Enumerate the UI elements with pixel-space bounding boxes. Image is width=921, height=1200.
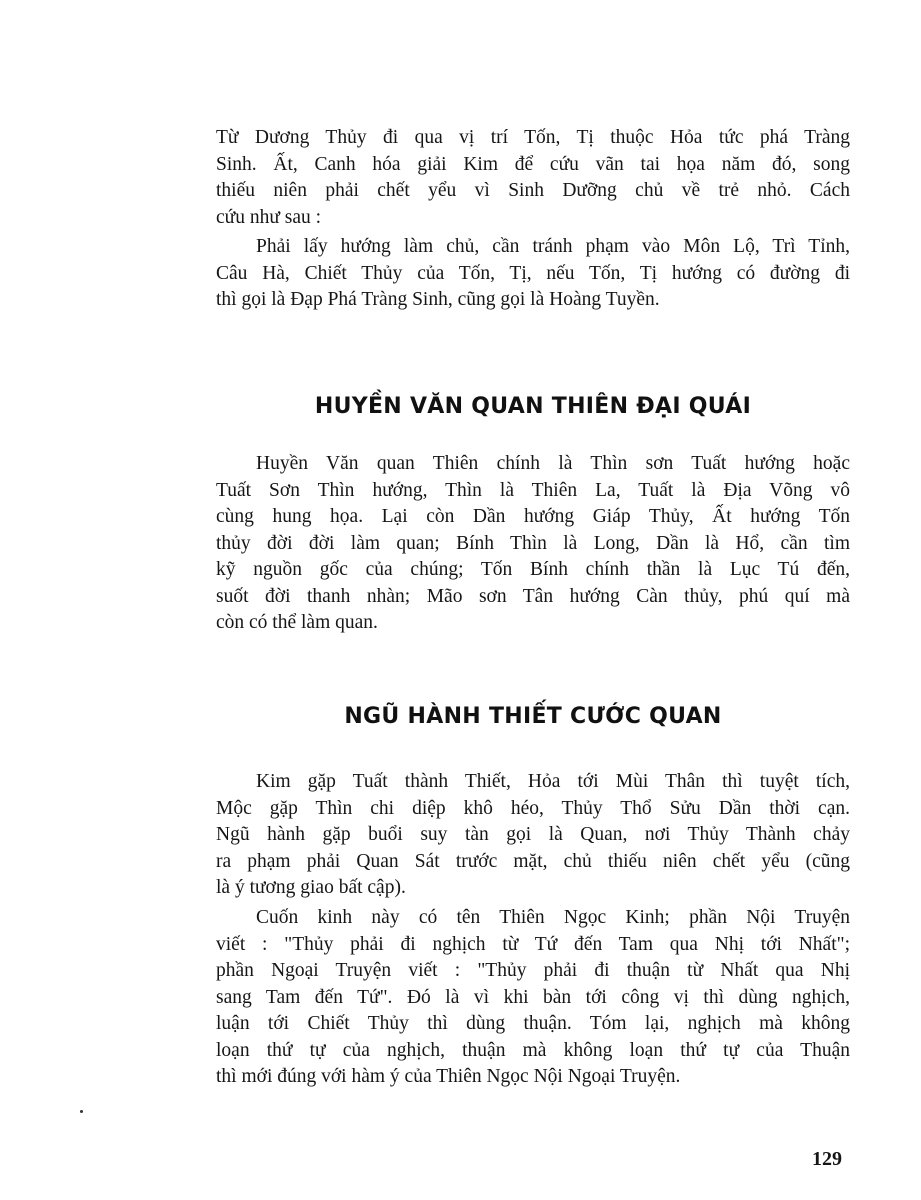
text-line: Ngũ hành gặp buổi suy tàn gọi là Quan, nơi Thủy Thành chảy <box>216 824 850 845</box>
paragraph-1 <box>216 125 850 231</box>
text-line: Từ Dương Thủy đi qua vị trí Tốn, Tị thuộc Hỏa tức phá Tràng <box>216 127 850 148</box>
text-line: Câu Hà, Chiết Thủy của Tốn, Tị, nếu Tốn, Tị hướng có đường đi <box>216 262 850 284</box>
text-line: Sinh. Ất, Canh hóa giải Kim để cứu vãn tai họa năm đó, song <box>216 153 850 175</box>
text-line: phần Ngoại Truyện viết : "Thủy phải đi thuận từ Nhất qua Nhị <box>216 960 850 981</box>
text-line: thủy đời đời làm quan; Bính Thìn là Long, Dần là Hổ, cần tìm <box>216 532 850 554</box>
paragraph-5 <box>216 905 850 1091</box>
text-line: Kim gặp Tuất thành Thiết, Hỏa tới Mùi Thân thì tuyệt tích, <box>256 771 850 792</box>
text-line: cứu như sau : <box>216 206 322 228</box>
paragraph-3 <box>216 451 850 637</box>
text-line: thì gọi là Đạp Phá Tràng Sinh, cũng gọi là Hoàng Tuyền. <box>216 289 660 310</box>
text-line: Huyền Văn quan Thiên chính là Thìn sơn Tuất hướng hoặc <box>256 453 850 474</box>
text-line: viết : "Thủy phải đi nghịch từ Tứ đến Tam qua Nhị tới Nhất"; <box>216 933 850 955</box>
text-line: sang Tam đến Tứ". Đó là vì khi bàn tới công vị thì dùng nghịch, <box>216 986 850 1008</box>
text-line: cùng hung họa. Lại còn Dần hướng Giáp Thủy, Ất hướng Tốn <box>216 506 850 527</box>
text-line: Cuốn kinh này có tên Thiên Ngọc Kinh; phần Nội Truyện <box>256 907 850 928</box>
scan-speck <box>80 1110 83 1113</box>
section-heading-huyen-van: HUYỀN VĂN QUAN THIÊN ĐẠI QUÁI <box>314 394 752 419</box>
page-number: 129 <box>812 1148 842 1170</box>
text-line: thiếu niên phải chết yểu vì Sinh Dưỡng chủ về trẻ nhỏ. Cách <box>216 180 850 201</box>
text-line: loạn thứ tự của nghịch, thuận mà không loạn thứ tự của Thuận <box>216 1039 850 1061</box>
text-line: còn có thể làm quan. <box>216 612 378 633</box>
text-line: thì mới đúng với hàm ý của Thiên Ngọc Nội Ngoại Truyện. <box>216 1066 681 1087</box>
text-line: kỹ nguồn gốc của chúng; Tốn Bính chính thần là Lục Tú đến, <box>216 559 850 580</box>
text-line: ra phạm phải Quan Sát trước mặt, chủ thiếu niên chết yểu (cũng <box>216 850 850 872</box>
text-line: Mộc gặp Thìn chi diệp khô héo, Thủy Thổ Sửu Dần thời cạn. <box>216 797 850 819</box>
text-line: là ý tương giao bất cập). <box>216 877 406 898</box>
paragraph-2 <box>216 234 850 314</box>
paragraph-4 <box>216 769 850 902</box>
text-line: luận tới Chiết Thủy thì dùng thuận. Tóm lại, nghịch mà không <box>216 1013 850 1034</box>
text-line: Phải lấy hướng làm chủ, cần tránh phạm vào Môn Lộ, Trì Tỉnh, <box>256 236 850 257</box>
section-heading-ngu-hanh: NGŨ HÀNH THIẾT CƯỚC QUAN <box>344 704 722 729</box>
text-line: Tuất Sơn Thìn hướng, Thìn là Thiên La, Tuất là Địa Võng vô <box>216 479 850 501</box>
text-line: suốt đời thanh nhàn; Mão sơn Tân hướng Càn thủy, phú quí mà <box>216 585 850 607</box>
